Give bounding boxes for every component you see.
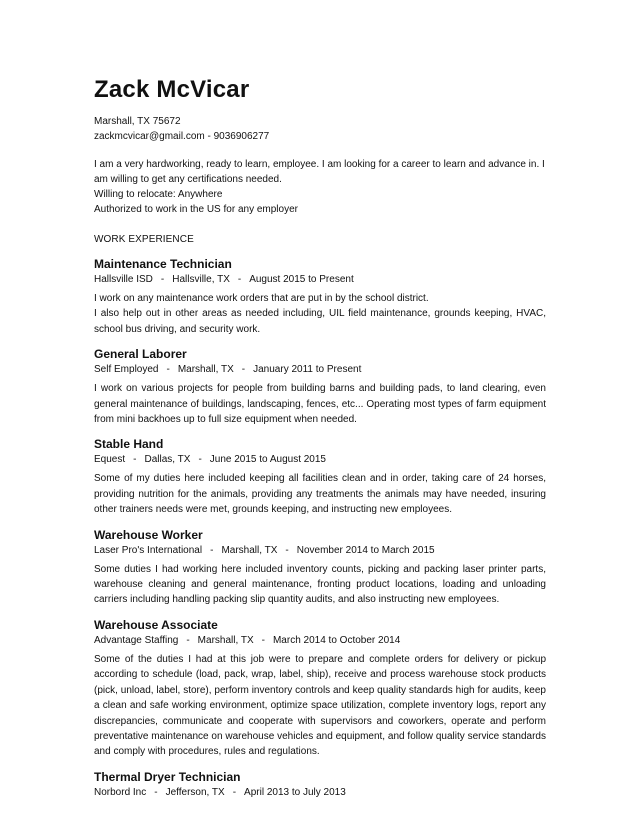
job-dates: November 2014 to March 2015 bbox=[296, 544, 435, 556]
job-location: Marshall, TX bbox=[221, 544, 278, 556]
job-description bbox=[94, 381, 546, 427]
relocation-note: Willing to relocate: Anywhere bbox=[94, 189, 223, 200]
job-employer: Hallsville ISD bbox=[94, 274, 153, 285]
job-meta bbox=[94, 785, 546, 800]
job-entry bbox=[94, 527, 546, 608]
job-dates: January 2011 to Present bbox=[253, 364, 362, 376]
authorization-note: Authorized to work in the US for any employer bbox=[94, 204, 298, 215]
job-description-paragraph: Some of the duties I had at this job were to prepare and complete orders for delivery or pickup according to schedule (load, pack, wrap, label, ship), receive and process warehouse stock products (pick, unload, label, store), perform inventory controls and keep quality standards high for audits, keep a clean and safe working environment, optimize space utilization, complete inventory logs, report any discrepancies, communicate and cooperate with supervisors and coworkers, operate and perform preventative maintenance on warehouse vehicles and equipment, and follow quality service standards and comply with procedures, rules and regulations. bbox=[94, 653, 546, 758]
contact-email-phone: zackmcvicar@gmail.com - 9036906277 bbox=[94, 131, 270, 142]
job-title: Maintenance Technician bbox=[94, 257, 232, 271]
job-description bbox=[94, 471, 546, 517]
job-description-paragraph: I work on various projects for people from building barns and building pads, to land clearing, even general maintenance of buildings, landscaping, fences, etc... Operating most types of farm equipment from mini backhoes up to full size equipment when needed. bbox=[94, 383, 546, 426]
job-title: Warehouse Worker bbox=[94, 527, 203, 542]
applicant-name: Zack McVicar bbox=[94, 76, 250, 103]
job-description-paragraph: Some of my duties here included keeping all facilities clean and in order, taking care of 24 horses, providing nutrition for the animals, providing any treatments the animals may have needed, insuring other trainers needs were met, grounds keeping, and instructing new employees. bbox=[94, 473, 546, 516]
job-meta bbox=[94, 452, 546, 467]
meta-separator: - bbox=[154, 786, 158, 798]
meta-separator: - bbox=[241, 364, 246, 376]
job-location: Hallsville, TX bbox=[172, 274, 230, 285]
job-entry bbox=[94, 769, 546, 800]
meta-separator: - bbox=[160, 274, 165, 285]
job-meta bbox=[94, 543, 546, 558]
job-employer: Advantage Staffing bbox=[94, 634, 179, 646]
job-title: General Laborer bbox=[94, 347, 187, 362]
job-employer: Laser Pro's International bbox=[94, 544, 203, 556]
meta-separator: - bbox=[232, 786, 237, 798]
job-description bbox=[94, 291, 546, 337]
job-title: Warehouse Associate bbox=[94, 617, 218, 632]
job-meta bbox=[94, 272, 546, 287]
job-dates: August 2015 to Present bbox=[249, 274, 354, 285]
job-description bbox=[94, 652, 546, 760]
meta-separator: - bbox=[133, 454, 137, 466]
job-entry bbox=[94, 346, 546, 427]
work-experience-list bbox=[94, 256, 546, 800]
meta-separator: - bbox=[186, 634, 190, 646]
meta-separator: - bbox=[237, 274, 242, 285]
meta-separator: - bbox=[198, 454, 202, 466]
meta-separator: - bbox=[285, 544, 289, 556]
job-description-paragraph: Some duties I had working here included inventory counts, picking and packing laser printer parts, warehouse cleaning and general maintenance, fronting product locations, loading and unloading carriers including handling packing slip quantity audits, and also instructing new employees. bbox=[94, 563, 546, 606]
meta-separator: - bbox=[210, 544, 214, 556]
meta-separator: - bbox=[166, 364, 170, 376]
job-entry bbox=[94, 256, 546, 337]
job-employer: Equest bbox=[94, 454, 126, 466]
job-dates: June 2015 to August 2015 bbox=[209, 454, 326, 466]
job-employer: Norbord Inc bbox=[94, 786, 147, 798]
job-title: Thermal Dryer Technician bbox=[94, 769, 241, 784]
job-location: Jefferson, TX bbox=[165, 786, 225, 798]
job-employer: Self Employed bbox=[94, 364, 159, 376]
job-entry bbox=[94, 617, 546, 760]
job-location: Marshall, TX bbox=[177, 364, 234, 376]
contact-location: Marshall, TX 75672 bbox=[94, 116, 181, 127]
job-entry bbox=[94, 436, 546, 517]
meta-separator: - bbox=[261, 634, 265, 646]
job-description bbox=[94, 562, 546, 608]
section-title-work-experience: WORK EXPERIENCE bbox=[94, 234, 194, 245]
job-location: Dallas, TX bbox=[144, 454, 191, 466]
job-meta bbox=[94, 633, 546, 648]
summary-statement: I am a very hardworking, ready to learn, employee. I am looking for a career to learn and advance in. I am willing to get any certifications needed. bbox=[94, 159, 545, 185]
job-description-paragraph: I work on any maintenance work orders that are put in by the school district. bbox=[94, 293, 429, 304]
job-dates: March 2014 to October 2014 bbox=[272, 634, 401, 646]
job-location: Marshall, TX bbox=[197, 634, 254, 646]
job-dates: April 2013 to July 2013 bbox=[244, 786, 346, 798]
job-meta bbox=[94, 362, 546, 377]
contact-info bbox=[94, 114, 546, 144]
summary bbox=[94, 157, 546, 217]
job-description-paragraph: I also help out in other areas as needed including, UIL field maintenance, grounds keeping, HVAC, school bus driving, and security work. bbox=[94, 308, 546, 335]
job-title: Stable Hand bbox=[94, 437, 164, 452]
